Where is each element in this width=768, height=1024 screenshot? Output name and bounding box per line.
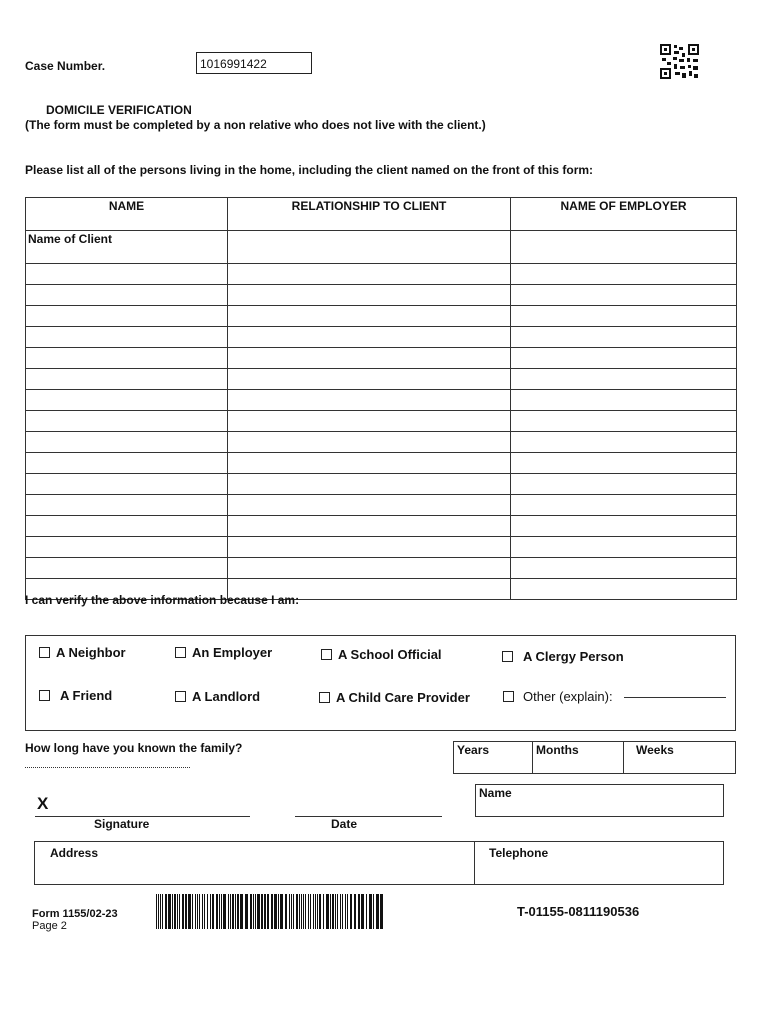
- table-cell[interactable]: [511, 231, 737, 264]
- verification-prompt: I can verify the above information because I am:: [25, 593, 300, 607]
- option-school-official[interactable]: [321, 647, 442, 662]
- table-row: [26, 453, 737, 474]
- option-clergy-person[interactable]: [502, 649, 624, 664]
- table-row: [26, 306, 737, 327]
- table-cell[interactable]: [228, 285, 511, 306]
- table-cell[interactable]: [511, 474, 737, 495]
- weeks-field[interactable]: [624, 742, 735, 773]
- table-row: [26, 231, 737, 264]
- table-row: [26, 348, 737, 369]
- table-cell[interactable]: [511, 390, 737, 411]
- table-cell[interactable]: [26, 369, 228, 390]
- table-header-row: [26, 198, 737, 231]
- household-table: [25, 197, 737, 600]
- table-cell[interactable]: [511, 264, 737, 285]
- table-cell[interactable]: [511, 558, 737, 579]
- duration-box: [453, 741, 736, 774]
- column-header-relationship: RELATIONSHIP TO CLIENT: [228, 198, 511, 231]
- table-row: [26, 285, 737, 306]
- instruction-text: Please list all of the persons living in the home, including the client named on the front of this form:: [25, 163, 594, 177]
- clergy-person-checkbox[interactable]: [502, 651, 513, 662]
- table-row: [26, 369, 737, 390]
- signature-x-mark: X: [37, 794, 49, 813]
- option-label: A Landlord: [192, 689, 261, 704]
- neighbor-checkbox[interactable]: [39, 647, 50, 658]
- table-cell[interactable]: [511, 285, 737, 306]
- table-cell[interactable]: [511, 348, 737, 369]
- table-row: [26, 390, 737, 411]
- table-cell[interactable]: [511, 495, 737, 516]
- option-neighbor[interactable]: [39, 645, 126, 660]
- table-cell[interactable]: [511, 579, 737, 600]
- option-label: A Neighbor: [56, 645, 126, 660]
- other-checkbox[interactable]: [503, 691, 514, 702]
- table-cell[interactable]: [511, 453, 737, 474]
- months-label: Months: [536, 743, 579, 757]
- table-cell[interactable]: [26, 264, 228, 285]
- address-label: Address: [50, 846, 99, 860]
- years-label: Years: [457, 743, 490, 757]
- table-cell[interactable]: [26, 411, 228, 432]
- table-row: [26, 264, 737, 285]
- table-cell[interactable]: [511, 411, 737, 432]
- table-cell[interactable]: [228, 558, 511, 579]
- table-cell[interactable]: [26, 432, 228, 453]
- telephone-field[interactable]: [475, 842, 723, 884]
- table-cell[interactable]: [511, 327, 737, 348]
- form-title: DOMICILE VERIFICATION: [46, 103, 192, 117]
- table-row: [26, 411, 737, 432]
- form-subtitle: (The form must be completed by a non relative who does not live with the client.): [25, 118, 486, 132]
- option-employer[interactable]: [175, 645, 272, 660]
- address-field[interactable]: [35, 842, 475, 884]
- weeks-label: Weeks: [636, 743, 674, 757]
- table-cell[interactable]: [228, 432, 511, 453]
- table-cell[interactable]: [26, 495, 228, 516]
- option-label: A Friend: [60, 688, 113, 703]
- table-row: [26, 537, 737, 558]
- table-cell[interactable]: [26, 453, 228, 474]
- table-row: [26, 327, 737, 348]
- table-cell[interactable]: [26, 558, 228, 579]
- table-cell[interactable]: [26, 390, 228, 411]
- other-explain-field[interactable]: [624, 697, 726, 698]
- name-field[interactable]: [475, 784, 724, 817]
- qr-code-icon: [660, 44, 699, 79]
- table-row: [26, 432, 737, 453]
- table-cell[interactable]: [228, 306, 511, 327]
- client-name-cell[interactable]: Name of Client: [26, 231, 228, 264]
- column-header-name: NAME: [26, 198, 228, 231]
- address-telephone-box: [34, 841, 724, 885]
- table-row: [26, 558, 737, 579]
- date-field[interactable]: [295, 816, 442, 817]
- table-cell[interactable]: [228, 453, 511, 474]
- telephone-label: Telephone: [489, 846, 549, 860]
- signature-label: Signature: [94, 817, 150, 831]
- table-cell[interactable]: [228, 231, 511, 264]
- option-other[interactable]: [503, 689, 613, 704]
- table-cell[interactable]: [26, 306, 228, 327]
- table-cell[interactable]: [26, 537, 228, 558]
- option-label: An Employer: [192, 645, 273, 660]
- table-cell[interactable]: [26, 474, 228, 495]
- years-field[interactable]: [454, 742, 533, 773]
- landlord-checkbox[interactable]: [175, 691, 186, 702]
- child-care-provider-checkbox[interactable]: [319, 692, 330, 703]
- table-cell[interactable]: [228, 369, 511, 390]
- document-id: T-01155-0811190536: [517, 904, 640, 919]
- table-cell[interactable]: [228, 474, 511, 495]
- table-cell[interactable]: [228, 348, 511, 369]
- table-cell[interactable]: [228, 537, 511, 558]
- table-cell[interactable]: [26, 327, 228, 348]
- table-row: [26, 495, 737, 516]
- table-cell[interactable]: [228, 390, 511, 411]
- option-label: A School Official: [338, 647, 442, 662]
- table-cell[interactable]: [26, 516, 228, 537]
- table-cell[interactable]: [511, 537, 737, 558]
- table-row: [26, 516, 737, 537]
- option-landlord[interactable]: [175, 689, 260, 704]
- table-cell[interactable]: [511, 369, 737, 390]
- table-cell[interactable]: [228, 516, 511, 537]
- column-header-employer: NAME OF EMPLOYER: [511, 198, 737, 231]
- page-number: Page 2: [32, 920, 67, 932]
- table-cell[interactable]: [228, 327, 511, 348]
- option-friend[interactable]: [39, 688, 112, 703]
- employer-checkbox[interactable]: [175, 647, 186, 658]
- table-cell[interactable]: [511, 306, 737, 327]
- duration-question: How long have you known the family?: [25, 741, 243, 755]
- months-field[interactable]: [533, 742, 624, 773]
- table-cell[interactable]: [228, 264, 511, 285]
- option-label: A Child Care Provider: [336, 690, 470, 705]
- table-cell[interactable]: [228, 495, 511, 516]
- duration-answer-line[interactable]: [25, 767, 190, 768]
- form-number: Form 1155/02-23: [32, 908, 118, 920]
- table-cell[interactable]: [228, 411, 511, 432]
- table-cell[interactable]: [511, 432, 737, 453]
- option-child-care-provider[interactable]: [319, 690, 470, 705]
- barcode-icon: [156, 894, 386, 929]
- date-label: Date: [331, 817, 358, 831]
- school-official-checkbox[interactable]: [321, 649, 332, 660]
- friend-checkbox[interactable]: [39, 690, 50, 701]
- case-number-label: Case Number.: [25, 59, 106, 73]
- option-label: Other (explain):: [523, 689, 613, 704]
- table-cell[interactable]: [26, 348, 228, 369]
- table-row: [26, 474, 737, 495]
- name-label: Name: [479, 786, 512, 800]
- option-label: A Clergy Person: [523, 649, 624, 664]
- case-number-field[interactable]: 1016991422: [196, 52, 312, 74]
- table-cell[interactable]: [511, 516, 737, 537]
- table-cell[interactable]: [26, 285, 228, 306]
